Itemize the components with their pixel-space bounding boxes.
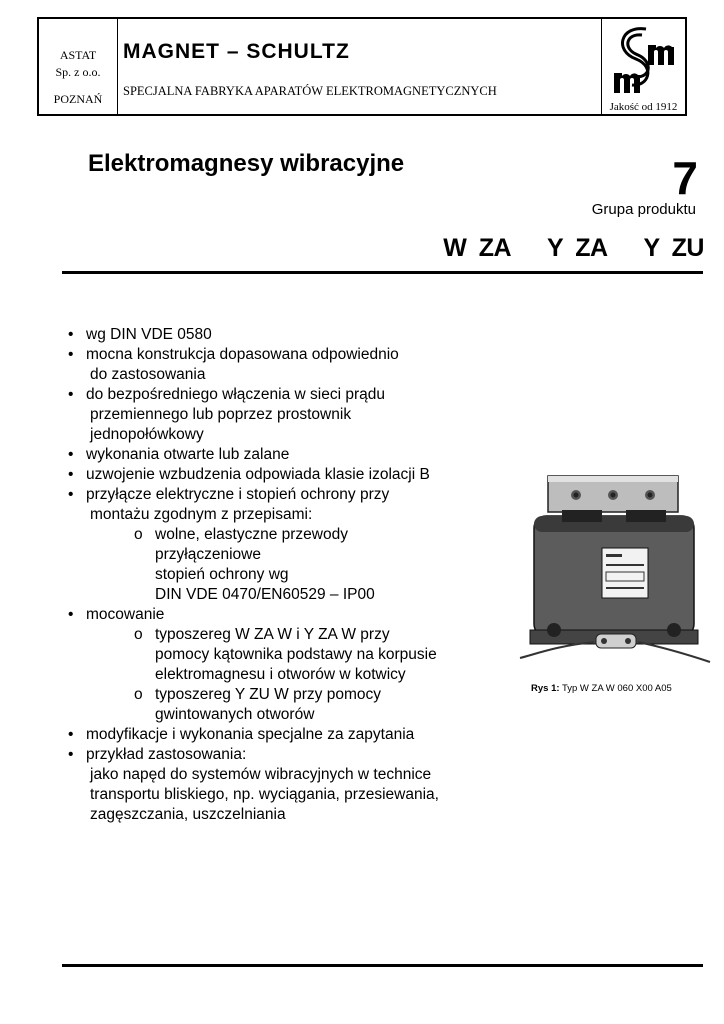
feature-item-continuation: [68, 645, 488, 665]
feature-item: [68, 605, 488, 625]
circle-bullet-icon: o: [134, 686, 143, 703]
feature-text: pomocy kątownika podstawy na korpusie: [155, 646, 437, 663]
circle-bullet-icon: o: [134, 626, 143, 643]
feature-items: [68, 325, 488, 825]
feature-text: modyfikacje i wykonania specjalne za zapytania: [86, 726, 415, 743]
circle-bullet-icon: o: [134, 526, 143, 543]
feature-item: [68, 745, 488, 765]
electromagnet-photo: [516, 470, 712, 670]
feature-item: [68, 385, 488, 405]
company-city: POZNAŃ: [53, 92, 103, 106]
feature-text: transportu bliskiego, np. wyciągania, przesiewania,: [90, 786, 439, 803]
feature-text: przyłącze elektryczne i stopień ochrony przy: [86, 486, 390, 503]
company-short-name: ASTAT: [59, 48, 97, 62]
company-short-block: [39, 19, 118, 114]
feature-text: gwintowanych otworów: [155, 706, 315, 723]
feature-item-continuation: [68, 805, 488, 825]
feature-item-continuation: [68, 425, 488, 445]
feature-text: zagęszczania, uszczelniania: [90, 806, 286, 823]
feature-item-continuation: [68, 785, 488, 805]
feature-subitem: [68, 685, 488, 705]
feature-text: typoszereg W ZA W i Y ZA W przy: [155, 626, 390, 643]
feature-text: DIN VDE 0470/EN60529 – IP00: [155, 586, 375, 603]
company-name-block: [118, 19, 604, 114]
feature-item-continuation: [68, 765, 488, 785]
feature-item: [68, 325, 488, 345]
feature-text: do zastosowania: [90, 366, 206, 383]
feature-item: [68, 465, 488, 485]
feature-text: przykład zastosowania:: [86, 746, 247, 763]
page-title: Elektromagnesy wibracyjne: [88, 150, 405, 177]
feature-text: elektromagnesu i otworów w kotwicy: [155, 666, 406, 683]
feature-text: jako napęd do systemów wibracyjnych w technice: [90, 766, 432, 783]
feature-item-continuation: [68, 705, 488, 725]
feature-subitem: [68, 525, 488, 545]
feature-subitem: [68, 625, 488, 645]
feature-item: [68, 485, 488, 505]
feature-text: montażu zgodnym z przepisami:: [90, 506, 313, 523]
logo-block: [601, 19, 685, 114]
company-subtitle: SPECJALNA FABRYKA APARATÓW ELEKTROMAGNETYCZNYCH: [123, 84, 497, 98]
feature-item-continuation: [68, 585, 488, 605]
group-label: Grupa produktu: [591, 201, 696, 218]
figure-caption-label: Rys 1:: [531, 683, 560, 694]
feature-item-continuation: [68, 665, 488, 685]
feature-text: do bezpośredniego włączenia w sieci prądu: [86, 386, 385, 403]
company-legal-form: Sp. z o.o.: [55, 65, 101, 79]
feature-text: typoszereg Y ZU W przy pomocy: [155, 686, 381, 703]
feature-item: [68, 725, 488, 745]
feature-item-continuation: [68, 545, 488, 565]
company-name: MAGNET – SCHULTZ: [123, 40, 350, 63]
figure-caption-text: Typ W ZA W 060 X00 A05: [559, 683, 672, 694]
feature-text: mocowanie: [86, 606, 165, 623]
feature-text: wykonania otwarte lub zalane: [86, 446, 290, 463]
bottom-divider: [62, 964, 703, 967]
feature-text: wolne, elastyczne przewody: [155, 526, 348, 543]
figure-caption: [531, 683, 672, 694]
feature-item-continuation: [68, 405, 488, 425]
feature-item-continuation: [68, 365, 488, 385]
feature-list: [68, 325, 488, 825]
feature-text: przyłączeniowe: [155, 546, 261, 563]
top-divider: [62, 271, 703, 274]
feature-item: [68, 345, 488, 365]
product-types: W ZA Y ZA Y ZU: [443, 234, 704, 262]
feature-item: [68, 445, 488, 465]
feature-text: mocna konstrukcja dopasowana odpowiednio: [86, 346, 399, 363]
group-number: 7: [672, 152, 698, 204]
feature-text: jednopołówkowy: [90, 426, 204, 443]
feature-text: przemiennego lub poprzez prostownik: [90, 406, 352, 423]
logo-tagline: Jakość od 1912: [609, 101, 678, 113]
feature-text: wg DIN VDE 0580: [86, 326, 212, 343]
ms-logo-icon: [612, 25, 676, 101]
feature-text: uzwojenie wzbudzenia odpowiada klasie izolacji B: [86, 466, 430, 483]
feature-item-continuation: [68, 505, 488, 525]
feature-item-continuation: [68, 565, 488, 585]
feature-text: stopień ochrony wg: [155, 566, 289, 583]
letterhead: [37, 17, 687, 116]
